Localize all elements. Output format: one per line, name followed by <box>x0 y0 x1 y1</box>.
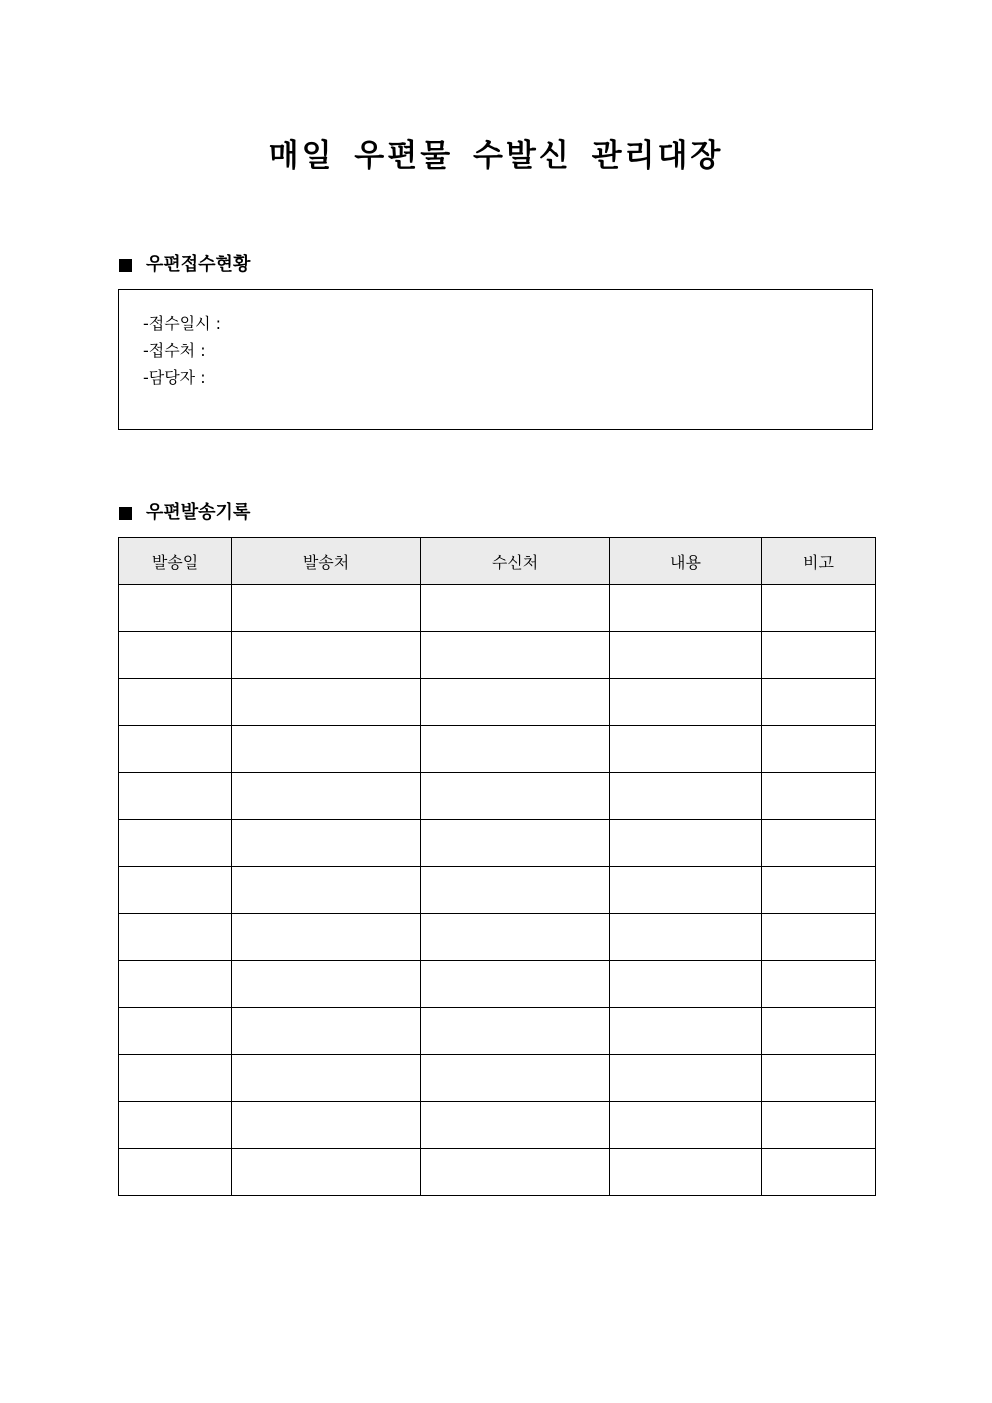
content-cell[interactable] <box>610 632 762 679</box>
remarks-cell[interactable] <box>762 1008 876 1055</box>
content-cell[interactable] <box>610 914 762 961</box>
content-cell[interactable] <box>610 1055 762 1102</box>
content-cell[interactable] <box>610 961 762 1008</box>
send-date-cell[interactable] <box>119 820 232 867</box>
send-date-cell[interactable] <box>119 914 232 961</box>
table-row <box>119 585 876 632</box>
send-date-cell[interactable] <box>119 961 232 1008</box>
table-row <box>119 773 876 820</box>
table-row <box>119 867 876 914</box>
sender-cell[interactable] <box>232 961 421 1008</box>
sender-cell[interactable] <box>232 632 421 679</box>
content-cell[interactable] <box>610 679 762 726</box>
send-date-cell[interactable] <box>119 1008 232 1055</box>
document-title: 매일 우편물 수발신 관리대장 <box>268 138 724 174</box>
send-date-cell[interactable] <box>119 679 232 726</box>
column-header-sender: 발송처 <box>232 538 421 585</box>
square-bullet-icon <box>119 259 132 272</box>
content-cell[interactable] <box>610 1008 762 1055</box>
column-header-recipient: 수신처 <box>421 538 610 585</box>
sender-cell[interactable] <box>232 867 421 914</box>
remarks-cell[interactable] <box>762 961 876 1008</box>
sender-cell[interactable] <box>232 679 421 726</box>
receipt-manager-line: -담당자 : <box>143 368 206 387</box>
recipient-cell[interactable] <box>421 820 610 867</box>
remarks-cell[interactable] <box>762 914 876 961</box>
content-cell[interactable] <box>610 1102 762 1149</box>
table-row <box>119 1008 876 1055</box>
send-date-cell[interactable] <box>119 1149 232 1196</box>
sender-cell[interactable] <box>232 1149 421 1196</box>
sender-cell[interactable] <box>232 1102 421 1149</box>
table-row <box>119 961 876 1008</box>
recipient-cell[interactable] <box>421 726 610 773</box>
table-row <box>119 1055 876 1102</box>
send-date-cell[interactable] <box>119 726 232 773</box>
table-row <box>119 1102 876 1149</box>
table-row <box>119 820 876 867</box>
sender-cell[interactable] <box>232 585 421 632</box>
content-cell[interactable] <box>610 726 762 773</box>
content-cell[interactable] <box>610 820 762 867</box>
remarks-cell[interactable] <box>762 726 876 773</box>
remarks-cell[interactable] <box>762 585 876 632</box>
sender-cell[interactable] <box>232 726 421 773</box>
remarks-cell[interactable] <box>762 632 876 679</box>
receipt-heading-label: 우편접수현황 <box>146 254 251 275</box>
recipient-cell[interactable] <box>421 632 610 679</box>
recipient-cell[interactable] <box>421 585 610 632</box>
recipient-cell[interactable] <box>421 679 610 726</box>
sender-cell[interactable] <box>232 773 421 820</box>
content-cell[interactable] <box>610 867 762 914</box>
dispatch-record-table <box>118 537 876 1196</box>
send-date-cell[interactable] <box>119 867 232 914</box>
send-date-cell[interactable] <box>119 1102 232 1149</box>
content-cell[interactable] <box>610 1149 762 1196</box>
recipient-cell[interactable] <box>421 773 610 820</box>
recipient-cell[interactable] <box>421 961 610 1008</box>
remarks-cell[interactable] <box>762 820 876 867</box>
content-cell[interactable] <box>610 773 762 820</box>
remarks-cell[interactable] <box>762 1102 876 1149</box>
receipt-place-line: -접수처 : <box>143 341 206 360</box>
column-header-remarks: 비고 <box>762 538 876 585</box>
recipient-cell[interactable] <box>421 1008 610 1055</box>
table-row <box>119 632 876 679</box>
table-body <box>119 585 876 1196</box>
remarks-cell[interactable] <box>762 679 876 726</box>
column-header-send-date: 발송일 <box>119 538 232 585</box>
sender-cell[interactable] <box>232 820 421 867</box>
sender-cell[interactable] <box>232 1055 421 1102</box>
sender-cell[interactable] <box>232 914 421 961</box>
table-row <box>119 679 876 726</box>
remarks-cell[interactable] <box>762 1055 876 1102</box>
receipt-info-box <box>118 289 873 430</box>
send-date-cell[interactable] <box>119 773 232 820</box>
send-date-cell[interactable] <box>119 585 232 632</box>
remarks-cell[interactable] <box>762 773 876 820</box>
receipt-datetime-line: -접수일시 : <box>143 314 222 333</box>
send-date-cell[interactable] <box>119 632 232 679</box>
column-header-content: 내용 <box>610 538 762 585</box>
send-date-cell[interactable] <box>119 1055 232 1102</box>
recipient-cell[interactable] <box>421 1102 610 1149</box>
dispatch-section-heading <box>119 501 250 525</box>
table-row <box>119 726 876 773</box>
content-cell[interactable] <box>610 585 762 632</box>
remarks-cell[interactable] <box>762 867 876 914</box>
recipient-cell[interactable] <box>421 914 610 961</box>
remarks-cell[interactable] <box>762 1149 876 1196</box>
dispatch-heading-label: 우편발송기록 <box>146 502 251 523</box>
table-row <box>119 914 876 961</box>
receipt-section-heading <box>119 253 250 277</box>
recipient-cell[interactable] <box>421 1055 610 1102</box>
recipient-cell[interactable] <box>421 1149 610 1196</box>
recipient-cell[interactable] <box>421 867 610 914</box>
sender-cell[interactable] <box>232 1008 421 1055</box>
table-header-row <box>119 538 876 585</box>
square-bullet-icon <box>119 507 132 520</box>
table-row <box>119 1149 876 1196</box>
